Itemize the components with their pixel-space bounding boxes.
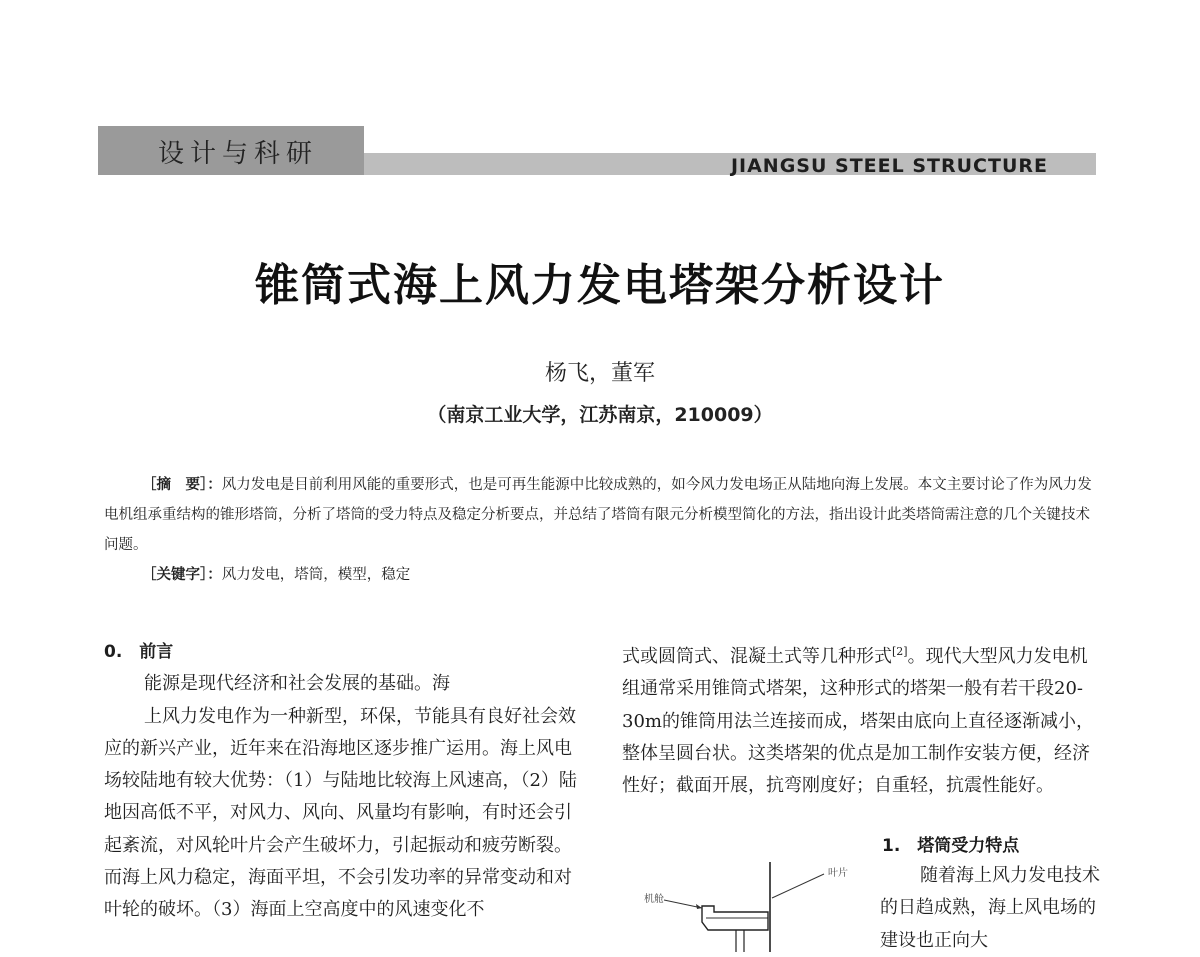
intro-para-2: 上风力发电作为一种新型，环保，节能具有良好社会效应的新兴产业，近年来在沿海地区逐步推广运用。海上风电场较陆地有较大优势：（1）与陆地比较海上风速高，（2）陆地因高低不平，对风力、风向、风量均有影响，有时还会引起紊流，对风轮叶片会产生破坏力，引起振动和疲劳断裂。而海上风力稳定，海面平坦，不会引发功率的异常变动和对叶轮的破坏。（3）海面上空高度中的风速变化不: [104, 705, 577, 921]
section1-heading: 1. 塔筒受力特点: [882, 836, 1020, 856]
affiliation: （南京工业大学，江苏南京，210009）: [427, 404, 773, 426]
right-paragraph: [622, 636, 1100, 802]
right-column: [622, 636, 1100, 802]
blade-leader: [772, 874, 824, 898]
label-blade: 叶片: [828, 868, 848, 879]
intro-para-1: 能源是现代经济和社会发展的基础。海: [144, 673, 450, 695]
intro-heading: 0. 前言: [104, 642, 174, 662]
keywords-label: ［关键字］：: [142, 566, 222, 583]
keywords: [104, 560, 1094, 590]
nacelle-leader: [664, 900, 702, 908]
right-para-start: 式或圆筒式、混凝土式等几种形式: [622, 646, 892, 667]
label-nacelle: 机舱: [644, 894, 664, 905]
tower-figure: [618, 858, 878, 952]
abstract-text: 风力发电是目前利用风能的重要形式，也是可再生能源中比较成熟的，如今风力发电场正从陆地向海上发展。本文主要讨论了作为风力发电机组承重结构的锥形塔筒，分析了塔筒的受力特点及稳定分析要点，并总结了塔筒有限元分析模型简化的方法，指出设计此类塔筒需注意的几个关键技术问题。: [104, 477, 1092, 553]
section-label: 设计与科研: [158, 139, 319, 169]
abstract-block: [104, 470, 1094, 590]
abstract-label: ［摘 要］：: [142, 476, 222, 493]
journal-name: JIANGSU STEEL STRUCTURE: [730, 155, 1048, 177]
reference-marker: [2]: [892, 645, 908, 658]
paper-title: 锥筒式海上风力发电塔架分析设计: [255, 260, 945, 311]
section1-text: [880, 860, 1104, 957]
authors: 杨飞，董军: [544, 361, 655, 386]
keywords-text: 风力发电，塔筒，模型，稳定: [221, 567, 411, 583]
abstract: [104, 470, 1094, 560]
left-column: [104, 636, 584, 927]
section1-para: 随着海上风力发电技术的日趋成熟，海上风电场的建设也正向大: [880, 865, 1100, 951]
right-para-rest: 。现代大型风力发电机组通常采用锥筒式塔架，这种形式的塔架一般有若干段20-30m的锥筒用法兰连接而成，塔架由底向上直径逐渐减小，整体呈圆台状。这类塔架的优点是加工制作安装方便，经济性好；截面开展，抗弯刚度好；自重轻，抗震性能好。: [622, 646, 1094, 797]
